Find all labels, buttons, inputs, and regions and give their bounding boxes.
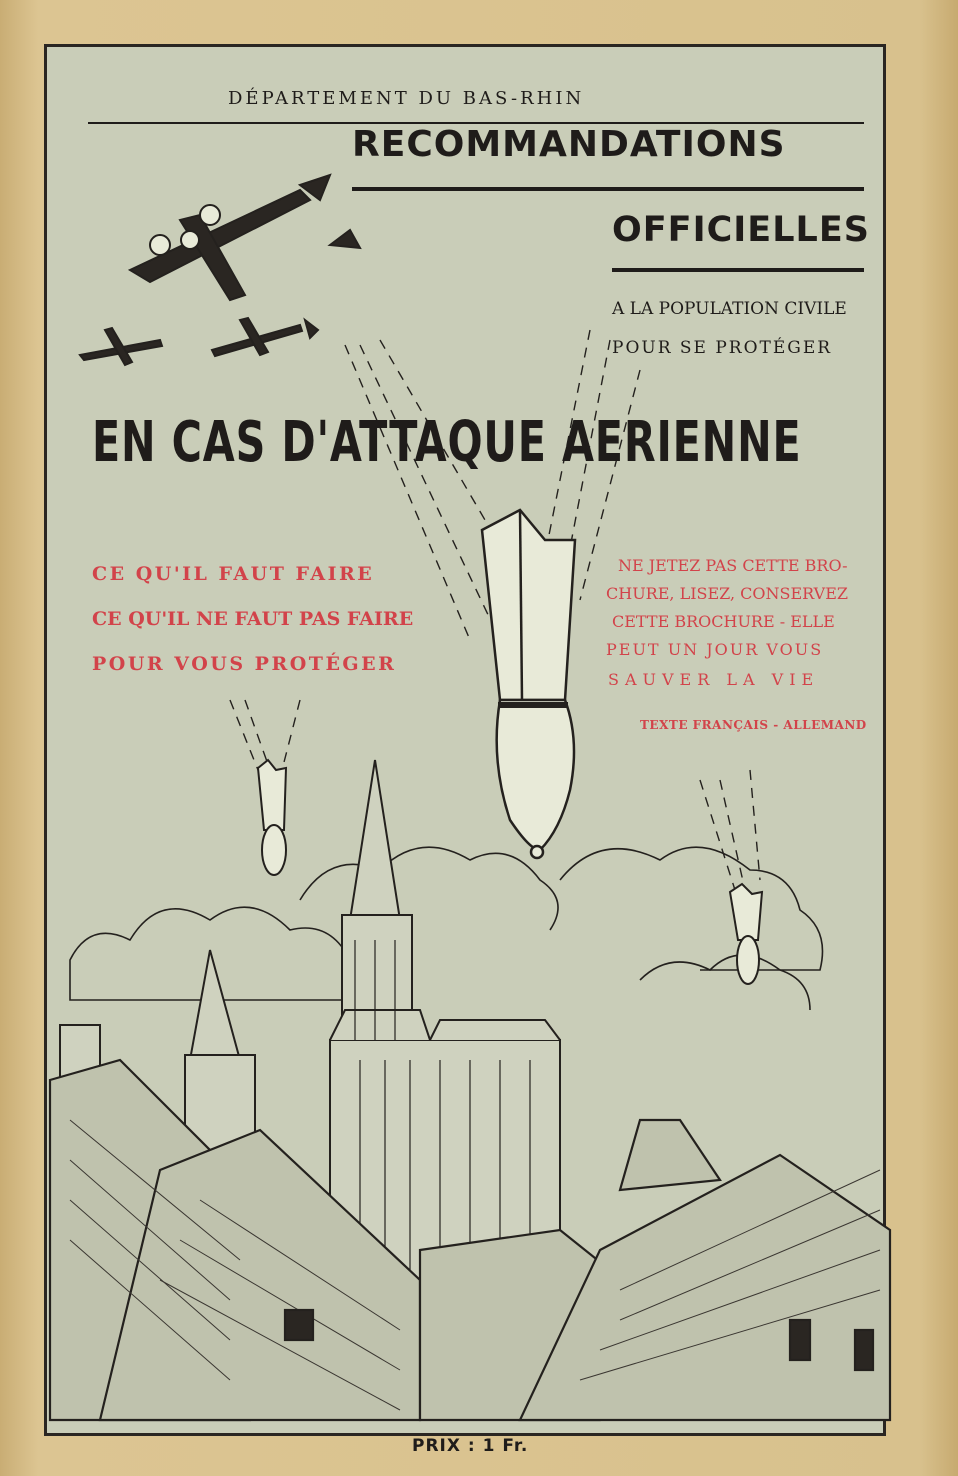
subheading-line-2: POUR SE PROTÉGER: [612, 338, 833, 358]
left-line-2: CE QU'IL NE FAUT PAS FAIRE: [92, 608, 414, 630]
price-label: PRIX : 1 Fr.: [412, 1436, 529, 1456]
officielles-rule: [612, 268, 864, 272]
heading-line-1: RECOMMANDATIONS: [352, 124, 786, 165]
left-line-1: CE QU'IL FAUT FAIRE: [92, 563, 375, 585]
subheading-line-1: A LA POPULATION CIVILE: [612, 299, 847, 319]
bomber-plane-icon: [80, 318, 318, 365]
main-title: EN CAS D'ATTAQUE AERIENNE: [92, 410, 802, 475]
recommandations-rule: [352, 187, 864, 191]
right-line-3: CETTE BROCHURE - ELLE: [612, 612, 835, 631]
language-note: TEXTE FRANÇAIS - ALLEMAND: [640, 718, 867, 732]
department-label: DÉPARTEMENT DU BAS-RHIN: [228, 88, 585, 109]
bomb-icon: [258, 760, 286, 875]
right-line-2: CHURE, LISEZ, CONSERVEZ: [606, 584, 848, 603]
bomber-plane-icon: [130, 175, 360, 300]
right-line-4: PEUT UN JOUR VOUS: [606, 640, 824, 659]
right-line-1: NE JETEZ PAS CETTE BRO-: [618, 556, 848, 575]
right-line-5: SAUVER LA VIE: [608, 670, 820, 689]
bomb-icon: [730, 884, 762, 984]
heading-line-2: OFFICIELLES: [612, 210, 870, 250]
cloud-icon: [70, 847, 823, 1010]
bomb-icon: [482, 510, 575, 858]
left-line-3: POUR VOUS PROTÉGER: [92, 653, 397, 675]
